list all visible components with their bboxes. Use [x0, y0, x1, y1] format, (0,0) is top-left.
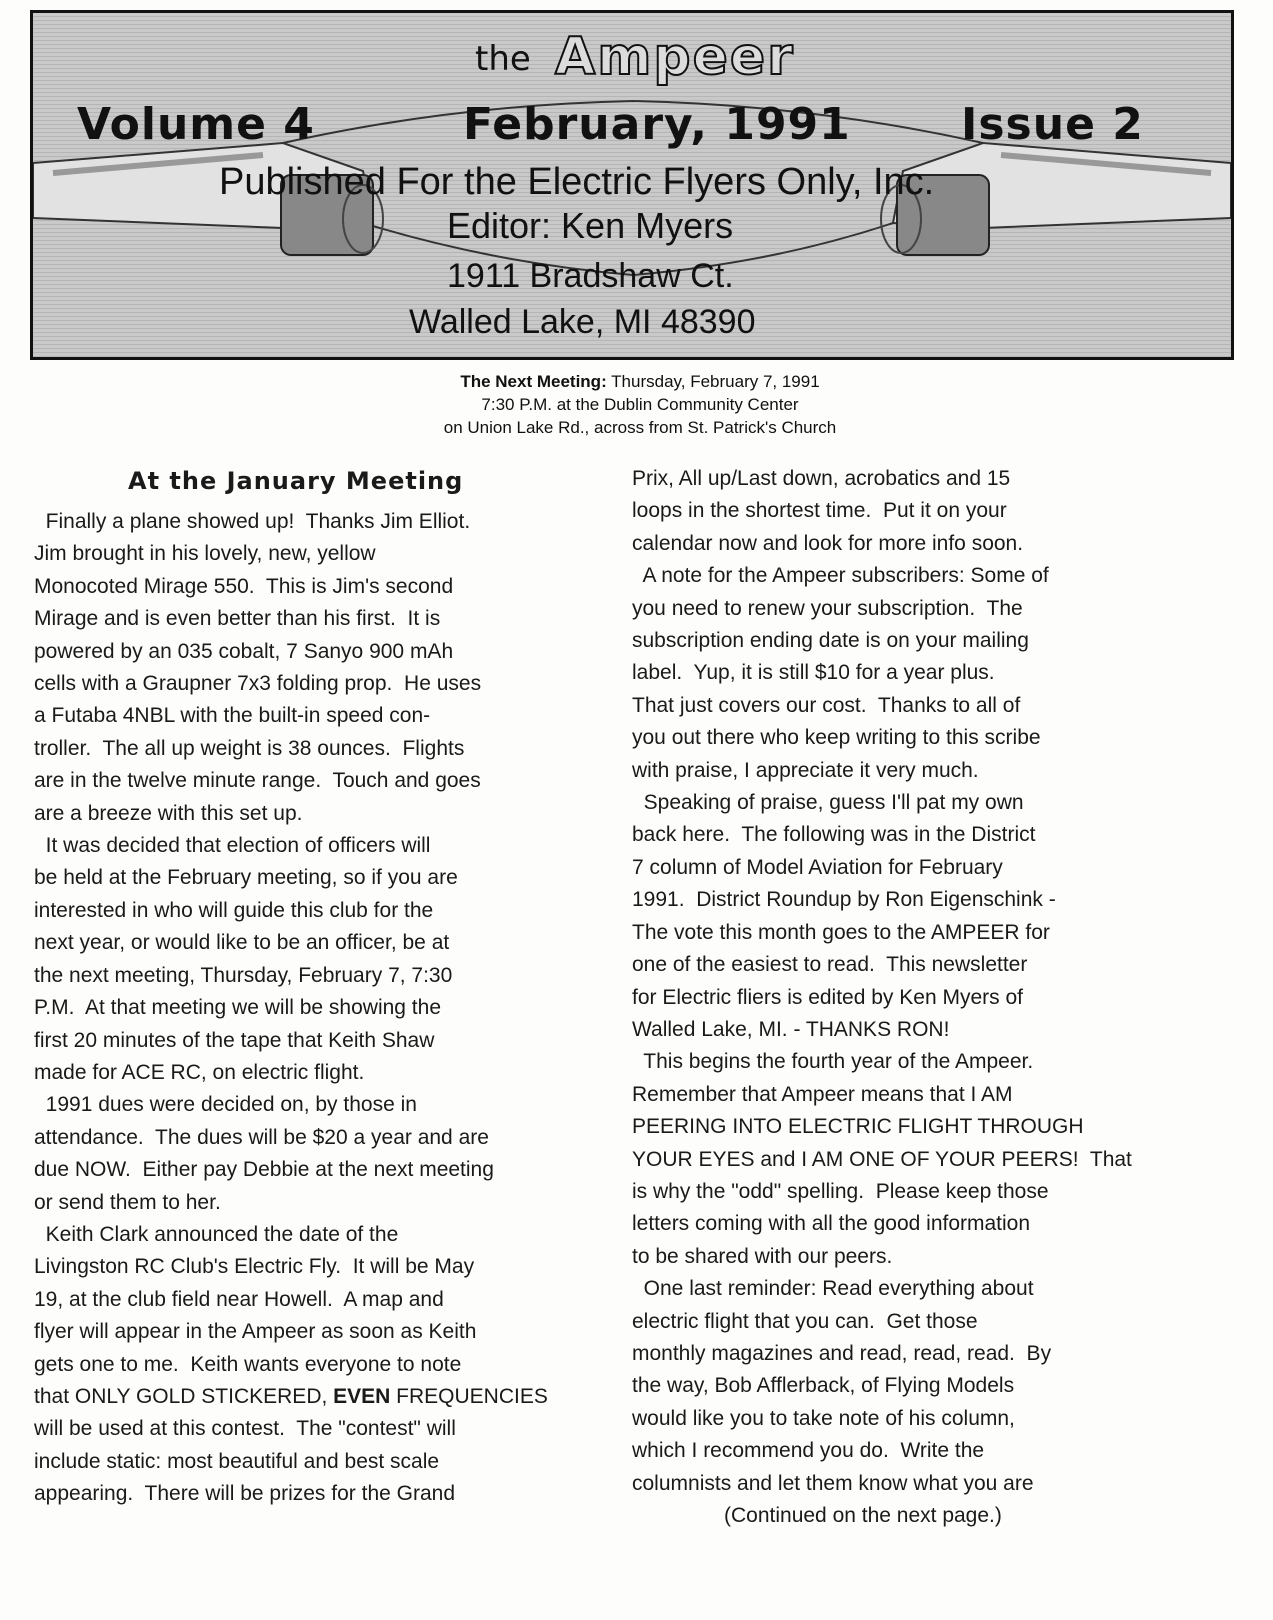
article-line: first 20 minutes of the tape that Keith Shaw — [34, 1028, 435, 1052]
article-line: include static: most beautiful and best scale — [34, 1449, 440, 1473]
masthead-the: the — [475, 39, 531, 79]
article-line: or send them to her. — [34, 1190, 221, 1214]
article-line: Livingston RC Club's Electric Fly. It will be May — [34, 1255, 475, 1279]
article-line: are a breeze with this set up. — [34, 801, 303, 825]
left-column-lines-end — [34, 1413, 604, 1510]
masthead — [30, 10, 1234, 360]
article-line: due NOW. Either pay Debbie at the next meeting — [34, 1158, 494, 1182]
gold-line-end: FREQUENCIES — [390, 1384, 548, 1408]
article-line: 1991 dues were decided on, by those in — [34, 1093, 417, 1117]
article-line: gets one to me. Keith wants everyone to note — [34, 1352, 462, 1376]
article-line: label. Yup, it is still $10 for a year plus. — [632, 661, 995, 685]
even-emphasis: EVEN — [333, 1384, 391, 1408]
article-line: It was decided that election of officers will — [34, 834, 431, 858]
article-line: a Futaba 4NBL with the built-in speed con- — [34, 704, 431, 728]
article-line: interested in who will guide this club for the — [34, 898, 434, 922]
article-line: electric flight that you can. Get those — [632, 1309, 978, 1333]
article-line: columnists and let them know what you are — [632, 1471, 1034, 1495]
article-column-right — [632, 463, 1232, 1532]
article-line: 7 column of Model Aviation for February — [632, 855, 1003, 879]
article-line: back here. The following was in the District — [632, 823, 1036, 847]
article-line: you need to renew your subscription. The — [632, 596, 1023, 620]
article-line: attendance. The dues will be $20 a year and are — [34, 1125, 489, 1149]
article-line: That just covers our cost. Thanks to all of — [632, 693, 1021, 717]
article-line: A note for the Ampeer subscribers: Some of — [632, 564, 1049, 588]
article-line: powered by an 035 cobalt, 7 Sanyo 900 mAh — [34, 639, 454, 663]
issue-date: February, 1991 — [463, 99, 851, 150]
meeting-line-2: 7:30 P.M. at the Dublin Community Center — [481, 395, 799, 414]
article-line: will be used at this contest. The "contest" will — [34, 1417, 456, 1441]
article-line: subscription ending date is on your mailing — [632, 629, 1029, 653]
article-line: are in the twelve minute range. Touch and goes — [34, 769, 481, 793]
article-line: P.M. At that meeting we will be showing the — [34, 996, 441, 1020]
issue-number: Issue 2 — [961, 99, 1144, 150]
next-meeting-notice — [300, 370, 980, 439]
article-line: The vote this month goes to the AMPEER for — [632, 920, 1050, 944]
article-line: is why the "odd" spelling. Please keep those — [632, 1179, 1049, 1203]
article-line: to be shared with our peers. — [632, 1244, 893, 1268]
article-line: Monocoted Mirage 550. This is Jim's second — [34, 574, 454, 598]
left-column-lines — [34, 506, 604, 1381]
article-line: made for ACE RC, on electric flight. — [34, 1060, 365, 1084]
article-line: next year, or would like to be an officer, be at — [34, 931, 450, 955]
publisher-line: Published For the Electric Flyers Only, Inc. — [219, 161, 935, 203]
article-line: YOUR EYES and I AM ONE OF YOUR PEERS! That — [632, 1147, 1132, 1171]
article-line: monthly magazines and read, read, read. By — [632, 1341, 1052, 1365]
newsletter-title: Ampeer — [555, 27, 795, 87]
article-line: This begins the fourth year of the Ampeer. — [632, 1050, 1034, 1074]
address-city: Walled Lake, MI 48390 — [409, 303, 756, 341]
article-line: flyer will appear in the Ampeer as soon as Keith — [34, 1320, 477, 1344]
volume-label: Volume 4 — [77, 99, 315, 150]
article-line: Mirage and is even better than his first. It is — [34, 607, 441, 631]
article-line: letters coming with all the good information — [632, 1212, 1031, 1236]
article-line: the next meeting, Thursday, February 7, 7:30 — [34, 963, 453, 987]
article-line: calendar now and look for more info soon. — [632, 531, 1024, 555]
article-title: At the January Meeting — [128, 467, 464, 495]
address-street: 1911 Bradshaw Ct. — [447, 257, 734, 295]
editor-line: Editor: Ken Myers — [447, 205, 734, 246]
article-line: be held at the February meeting, so if you are — [34, 866, 458, 890]
article-line: Finally a plane showed up! Thanks Jim Elliot. — [34, 510, 471, 533]
right-column-lines — [632, 463, 1232, 1500]
meeting-line-3: on Union Lake Rd., across from St. Patrick's Church — [443, 418, 837, 437]
article-line: would like you to take note of his column, — [632, 1406, 1015, 1430]
article-line: for Electric fliers is edited by Ken Myers of — [632, 985, 1023, 1009]
article-line: which I recommend you do. Write the — [632, 1439, 985, 1463]
meeting-date: Thursday, February 7, 1991 — [611, 372, 820, 391]
article-line: you out there who keep writing to this scribe — [632, 726, 1041, 750]
article-line: loops in the shortest time. Put it on your — [632, 499, 1007, 523]
article-line: Keith Clark announced the date of the — [34, 1222, 399, 1246]
article-line: 19, at the club field near Howell. A map and — [34, 1287, 444, 1311]
article-line: troller. The all up weight is 38 ounces. Flights — [34, 736, 465, 760]
article-line: PEERING INTO ELECTRIC FLIGHT THROUGH — [632, 1115, 1084, 1139]
article-line: Jim brought in his lovely, new, yellow — [34, 542, 376, 566]
article-line: the way, Bob Afflerback, of Flying Models — [632, 1374, 1015, 1398]
meeting-line-1 — [300, 370, 980, 393]
article-line: with praise, I appreciate it very much. — [632, 758, 979, 782]
gold-line-start: that ONLY GOLD STICKERED, — [34, 1384, 334, 1408]
continued-note: (Continued on the next page.) — [724, 1504, 1002, 1527]
article-line: 1991. District Roundup by Ron Eigenschink - — [632, 888, 1056, 912]
article-line: one of the easiest to read. This newsletter — [632, 953, 1028, 977]
article-line: One last reminder: Read everything about — [632, 1277, 1034, 1301]
meeting-label: The Next Meeting: — [460, 372, 607, 391]
article-line: cells with a Graupner 7x3 folding prop. He uses — [34, 672, 482, 696]
article-line — [34, 1381, 604, 1413]
article-column-left — [34, 464, 604, 1511]
article-line: Prix, All up/Last down, acrobatics and 15 — [632, 467, 1011, 490]
article-line: Walled Lake, MI. - THANKS RON! — [632, 1017, 950, 1041]
article-line: Remember that Ampeer means that I AM — [632, 1082, 1013, 1106]
article-line: appearing. There will be prizes for the Grand — [34, 1482, 456, 1506]
article-line: Speaking of praise, guess I'll pat my own — [632, 791, 1024, 815]
